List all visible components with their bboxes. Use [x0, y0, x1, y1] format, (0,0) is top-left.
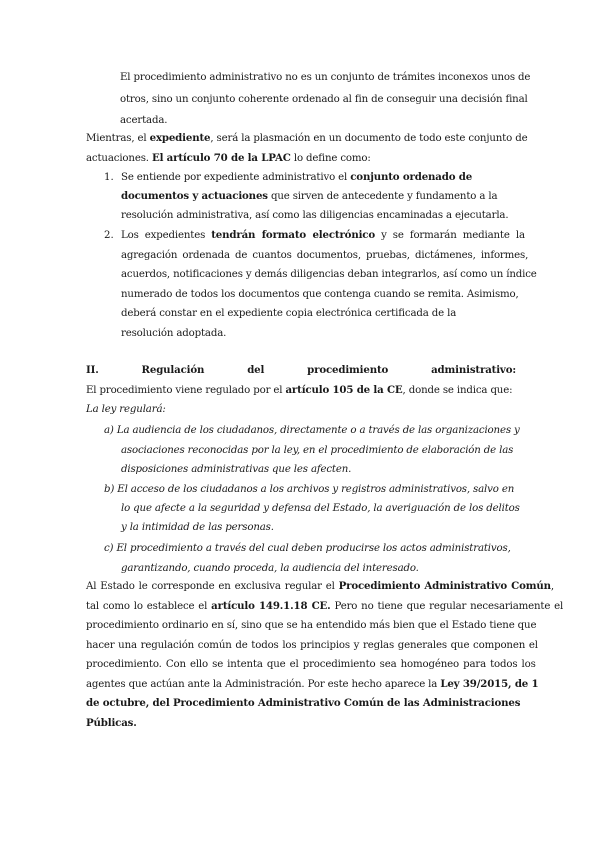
- quote-item-b-line-2: lo que afecte a la seguridad y defensa del Estado, la averiguación de los delitos: [121, 503, 520, 514]
- paragraph-estado-line-3: procedimiento ordinario en sí, sino que se ha entendido más bien que el Estado tiene que: [86, 620, 537, 631]
- paragraph-estado-line-4: hacer una regulación común de todos los principios y reglas generales que componen el: [86, 640, 538, 651]
- list-item-2-line-5: deberá constar en el expediente copia electrónica certificada de la: [121, 308, 457, 319]
- paragraph-regulacion: El procedimiento viene regulado por el artículo 105 de la CE, donde se indica que:: [86, 384, 513, 396]
- quote-item-b-line-1: b) El acceso de los ciudadanos a los archivos y registros administrativos, salvo en: [104, 484, 515, 495]
- list-number-2: 2.: [104, 230, 114, 241]
- paragraph-estado-line-6: agentes que actúan ante la Administración. Por este hecho aparece la Ley 39/2015, de 1: [86, 678, 539, 690]
- list-item-2-line-1: Los expedientes tendrán formato electrónico y se formarán mediante la: [121, 229, 525, 241]
- list-item-1-line-3: resolución administrativa, así como las diligencias encaminadas a ejecutarla.: [121, 210, 509, 221]
- paragraph-estado-line-5: procedimiento. Con ello se intenta que el procedimiento sea homogéneo para todos los: [86, 659, 536, 670]
- list-item-2-line-6: resolución adoptada.: [121, 328, 227, 339]
- quote-item-a-line-3: disposiciones administrativas que les afecten.: [121, 464, 352, 475]
- paragraph-expediente-line-2: actuaciones. El artículo 70 de la LPAC lo define como:: [86, 152, 371, 164]
- quote-item-b-line-3: y la intimidad de las personas.: [121, 522, 274, 533]
- quote-intro: La ley regulará:: [86, 404, 166, 415]
- list-number-1: 1.: [104, 172, 114, 183]
- list-item-2-line-3: acuerdos, notificaciones y demás diligencias deban integrarlos, así como un índice: [121, 269, 537, 280]
- ref-ley-39-2015: Ley 39/2015, de 1: [440, 678, 539, 690]
- paragraph-estado-line-7: de octubre, del Procedimiento Administrativo Común de las Administraciones: [86, 697, 521, 709]
- list-item-2-line-2: agregación ordenada de cuantos documentos, pruebas, dictámenes, informes,: [121, 250, 529, 261]
- list-item-1-line-2: documentos y actuaciones que sirven de antecedente y fundamento a la: [121, 190, 498, 202]
- paragraph-estado-line-8: Públicas.: [86, 717, 137, 729]
- paragraph-expediente-line-1: Mientras, el expediente, será la plasmación en un documento de todo este conjunto de: [86, 132, 528, 144]
- ref-articulo-105: artículo 105 de la CE: [285, 384, 403, 396]
- paragraph-intro-line-3: acertada.: [120, 115, 168, 126]
- list-item-1-line-1: Se entiende por expediente administrativo el conjunto ordenado de: [121, 171, 473, 183]
- quote-item-a-line-2: asociaciones reconocidas por la ley, en el procedimiento de elaboración de las: [121, 445, 514, 456]
- paragraph-intro-line-2: otros, sino un conjunto coherente ordenado al fin de conseguir una decisión final: [120, 94, 528, 105]
- quote-item-c-line-1: c) El procedimiento a través del cual deben producirse los actos administrativos,: [104, 543, 511, 554]
- quote-item-a-line-1: a) La audiencia de los ciudadanos, directamente o a través de las organizaciones y: [104, 425, 520, 436]
- quote-item-c-line-2: garantizando, cuando proceda, la audiencia del interesado.: [121, 563, 419, 574]
- term-procedimiento-comun: Procedimiento Administrativo Común: [338, 580, 551, 592]
- paragraph-intro-line-1: El procedimiento administrativo no es un conjunto de trámites inconexos unos de: [120, 72, 531, 83]
- list-item-2-line-4: numerado de todos los documentos que contenga cuando se remita. Asimismo,: [121, 289, 519, 300]
- section-heading: II. Regulación del procedimiento administrativo:: [86, 364, 516, 376]
- term-expediente: expediente: [149, 132, 211, 144]
- paragraph-estado-line-2: tal como lo establece el artículo 149.1.18 CE. Pero no tiene que regular necesariamente el: [86, 600, 564, 612]
- ref-articulo-149: artículo 149.1.18 CE.: [211, 600, 331, 612]
- ref-articulo-70: El artículo 70 de la LPAC: [151, 152, 291, 164]
- paragraph-estado-line-1: Al Estado le corresponde en exclusiva regular el Procedimiento Administrativo Común,: [86, 580, 555, 592]
